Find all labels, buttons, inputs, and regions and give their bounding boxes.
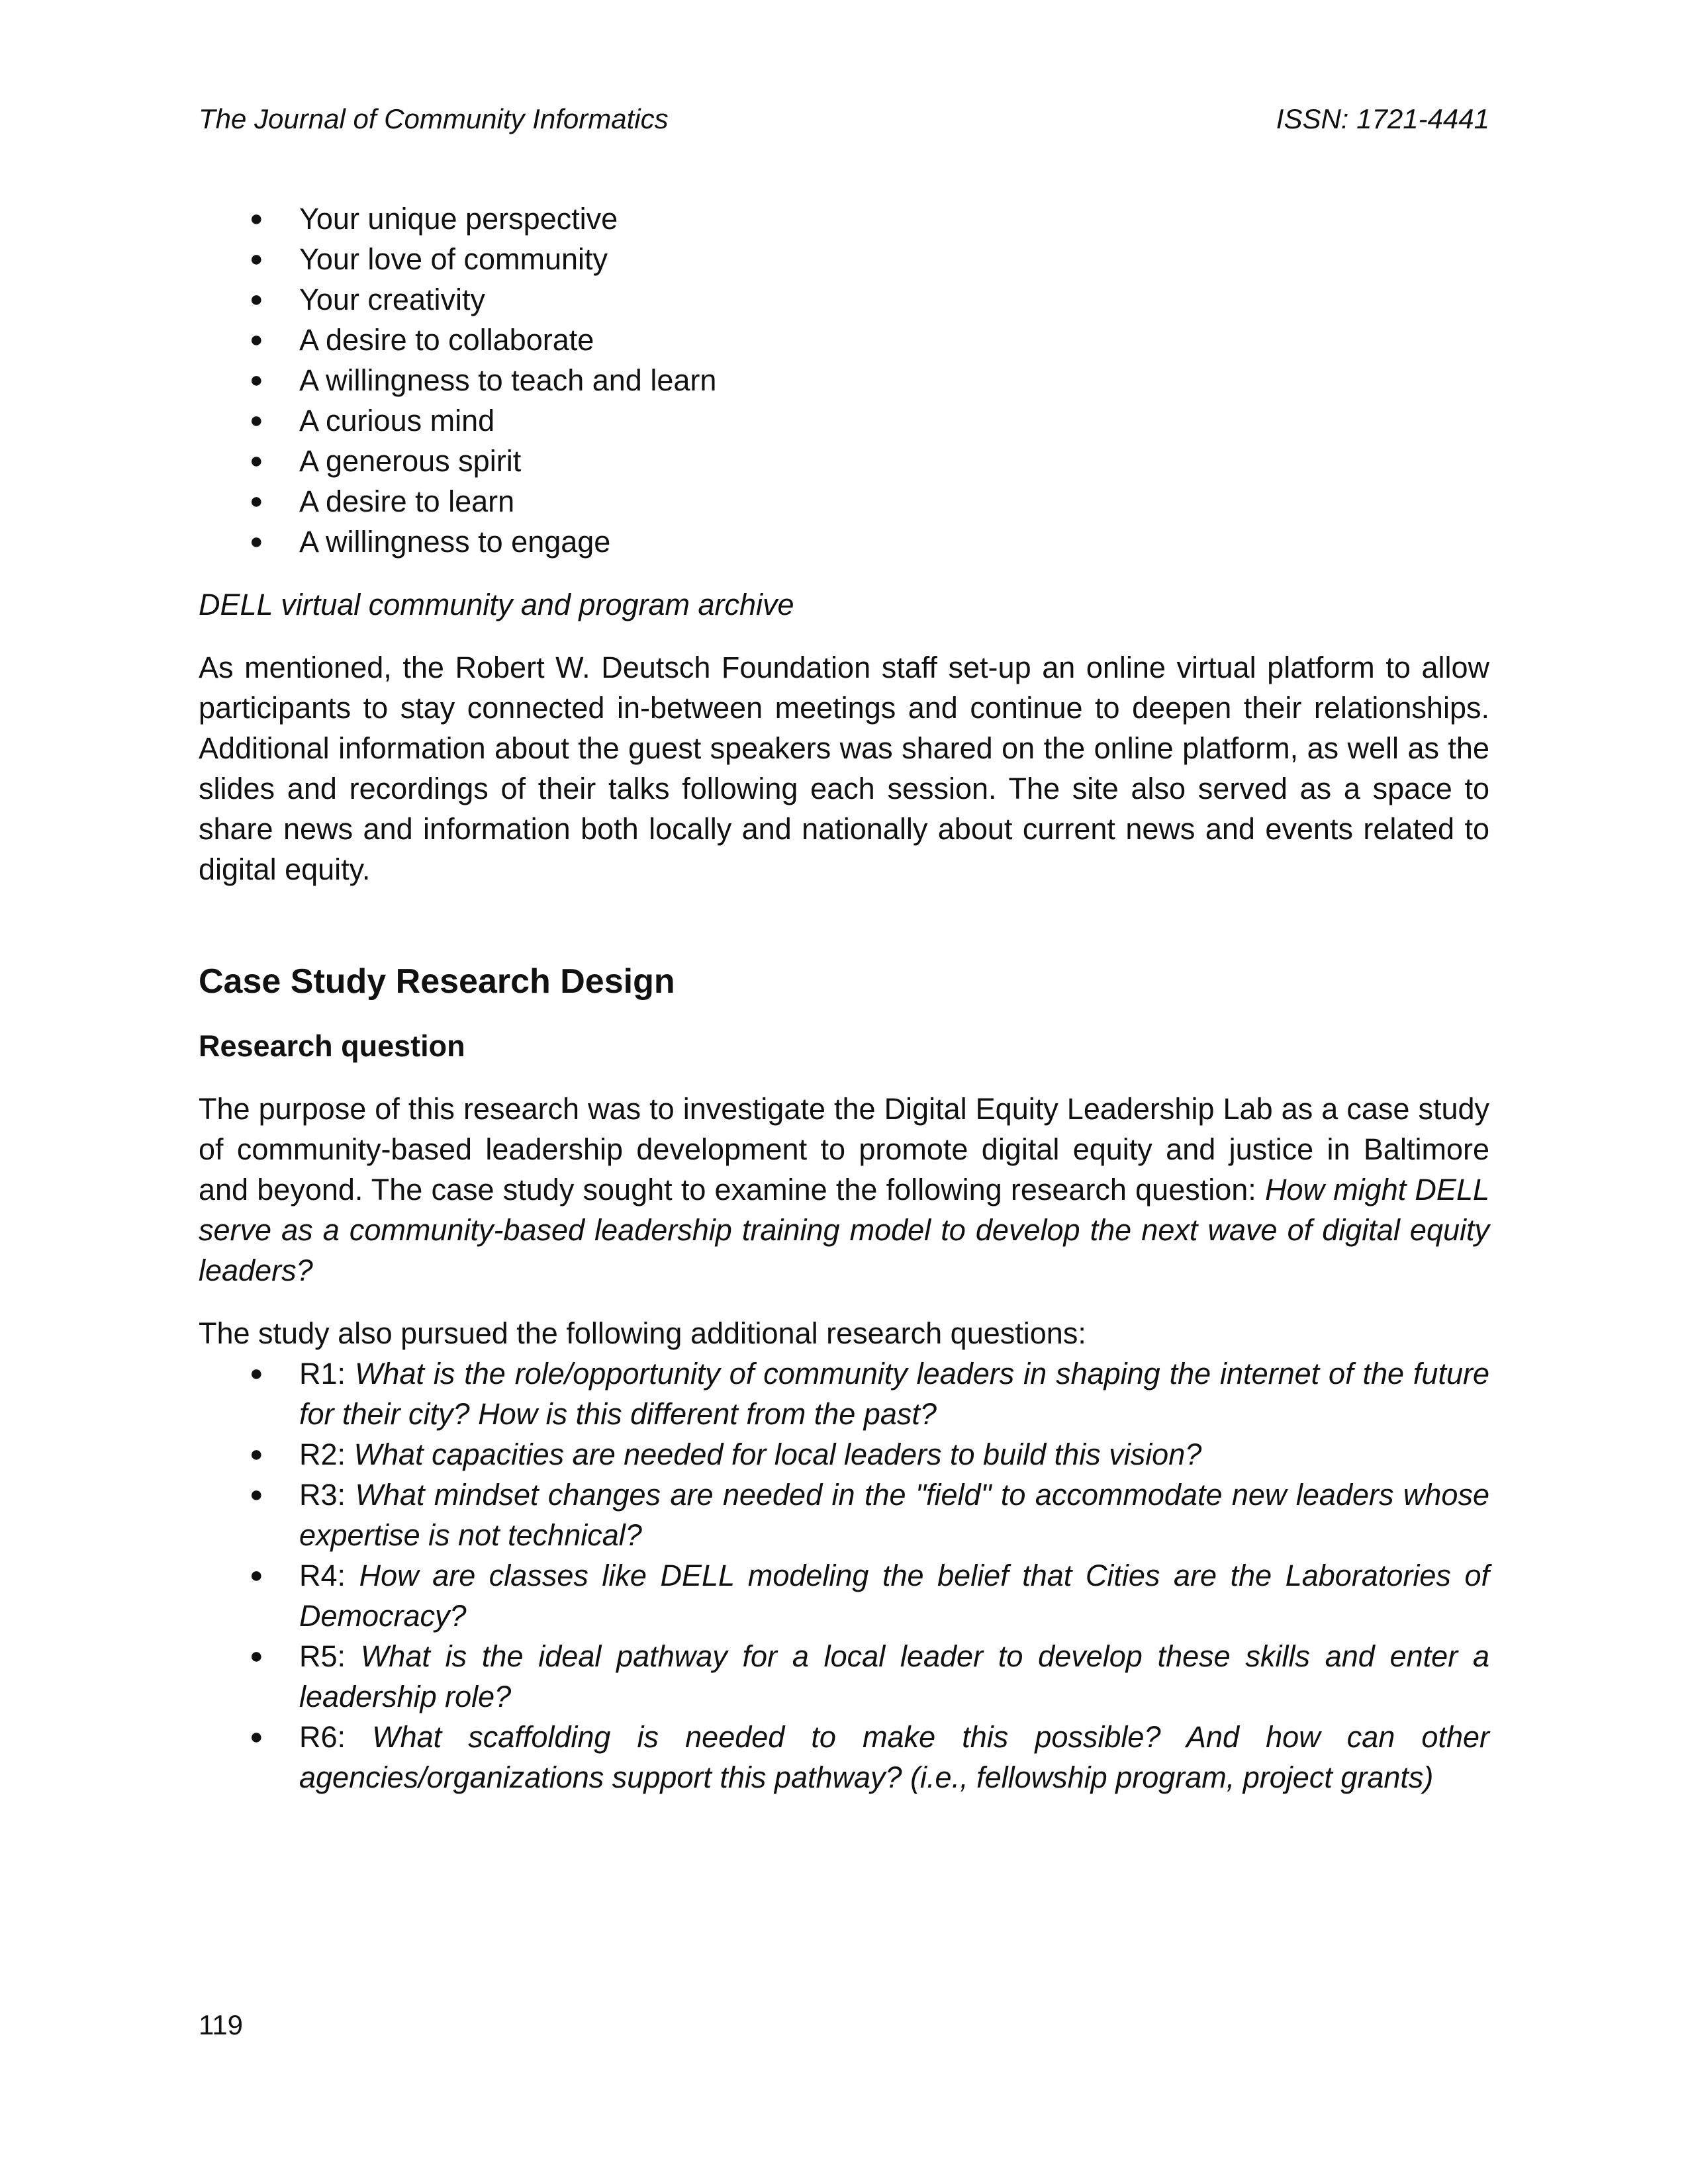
qualities-list bbox=[199, 199, 1489, 562]
list-item: ● A willingness to engage bbox=[199, 522, 1489, 562]
section-title: Case Study Research Design bbox=[199, 962, 675, 1001]
subsection-title: Research question bbox=[199, 1029, 465, 1063]
issn: ISSN: 1721-4441 bbox=[1276, 103, 1489, 134]
research-question-item bbox=[199, 1434, 1489, 1475]
main-research-question: How might DELL serve as a community-based leadership training model to develop the next wave of digital equity leaders? bbox=[199, 1173, 1489, 1287]
question-text: What is the role/opportunity of community leaders in shaping the internet of the future for their city? How is this different from the past? bbox=[299, 1357, 1489, 1431]
question-label: R4: bbox=[299, 1559, 346, 1592]
research-question-item bbox=[199, 1717, 1489, 1797]
question-text: What is the ideal pathway for a local leader to develop these skills and enter a leadership role? bbox=[299, 1639, 1489, 1713]
bullet-icon: ● bbox=[250, 1563, 263, 1588]
purpose-text: The purpose of this research was to investigate the Digital Equity Leadership Lab as a case study of community-based leadership development to promote digital equity and justice in Baltimore and beyond. The case study sought to examine the following research question: bbox=[199, 1092, 1489, 1206]
bullet-icon: ● bbox=[250, 1643, 263, 1668]
page-number: 119 bbox=[199, 2009, 243, 2040]
list-item: ● A curious mind bbox=[199, 400, 1489, 441]
archive-paragraph: As mentioned, the Robert W. Deutsch Foundation staff set-up an online virtual platform to allow participants to stay connected in-between meetings and continue to deepen their relationships. Additional information about the guest speakers was shared on the online platform, as well as the slides and recordings of their talks following each session. The site also served as a space to share news and information both locally and nationally about current news and events related to digital equity. bbox=[199, 651, 1489, 886]
archive-heading: DELL virtual community and program archive bbox=[199, 588, 794, 621]
bullet-icon: ● bbox=[250, 246, 263, 271]
research-question-item bbox=[199, 1555, 1489, 1636]
bullet-icon: ● bbox=[250, 488, 263, 514]
list-item: ● A willingness to teach and learn bbox=[199, 360, 1489, 400]
research-questions-list bbox=[199, 1353, 1489, 1797]
bullet-icon: ● bbox=[250, 1482, 263, 1507]
purpose-paragraph bbox=[199, 1089, 1489, 1291]
question-label: R2: bbox=[299, 1437, 346, 1471]
question-label: R5: bbox=[299, 1639, 346, 1673]
list-item: ● A generous spirit bbox=[199, 441, 1489, 481]
page-content bbox=[199, 199, 1489, 1797]
question-text: What mindset changes are needed in the "field" to accommodate new leaders whose expertise is not technical? bbox=[299, 1478, 1489, 1552]
question-text: What capacities are needed for local leaders to build this vision? bbox=[353, 1437, 1202, 1471]
bullet-icon: ● bbox=[250, 1724, 263, 1749]
bullet-icon: ● bbox=[250, 327, 263, 352]
running-header bbox=[199, 99, 1489, 139]
bullet-icon: ● bbox=[250, 367, 263, 392]
list-item: ● Your creativity bbox=[199, 279, 1489, 320]
bullet-icon: ● bbox=[250, 1441, 263, 1467]
list-item: ● A desire to learn bbox=[199, 481, 1489, 522]
bullet-icon: ● bbox=[250, 206, 263, 231]
list-item: ● A desire to collaborate bbox=[199, 320, 1489, 360]
bullet-icon: ● bbox=[250, 529, 263, 554]
research-question-item bbox=[199, 1475, 1489, 1555]
journal-title: The Journal of Community Informatics bbox=[199, 103, 669, 134]
additional-questions-intro: The study also pursued the following additional research questions: bbox=[199, 1316, 1086, 1350]
question-text: How are classes like DELL modeling the belief that Cities are the Laboratories of Democracy? bbox=[299, 1559, 1489, 1633]
list-item: ● Your unique perspective bbox=[199, 199, 1489, 239]
bullet-icon: ● bbox=[250, 287, 263, 312]
bullet-icon: ● bbox=[250, 408, 263, 433]
question-label: R3: bbox=[299, 1478, 346, 1512]
bullet-icon: ● bbox=[250, 1361, 263, 1386]
list-item: ● Your love of community bbox=[199, 239, 1489, 279]
research-question-item bbox=[199, 1353, 1489, 1434]
question-text: What scaffolding is needed to make this possible? And how can other agencies/organizations support this pathway? (i.e., fellowship program, project grants) bbox=[299, 1720, 1489, 1794]
question-label: R1: bbox=[299, 1357, 346, 1390]
question-label: R6: bbox=[299, 1720, 346, 1754]
research-question-item bbox=[199, 1636, 1489, 1717]
bullet-icon: ● bbox=[250, 448, 263, 473]
